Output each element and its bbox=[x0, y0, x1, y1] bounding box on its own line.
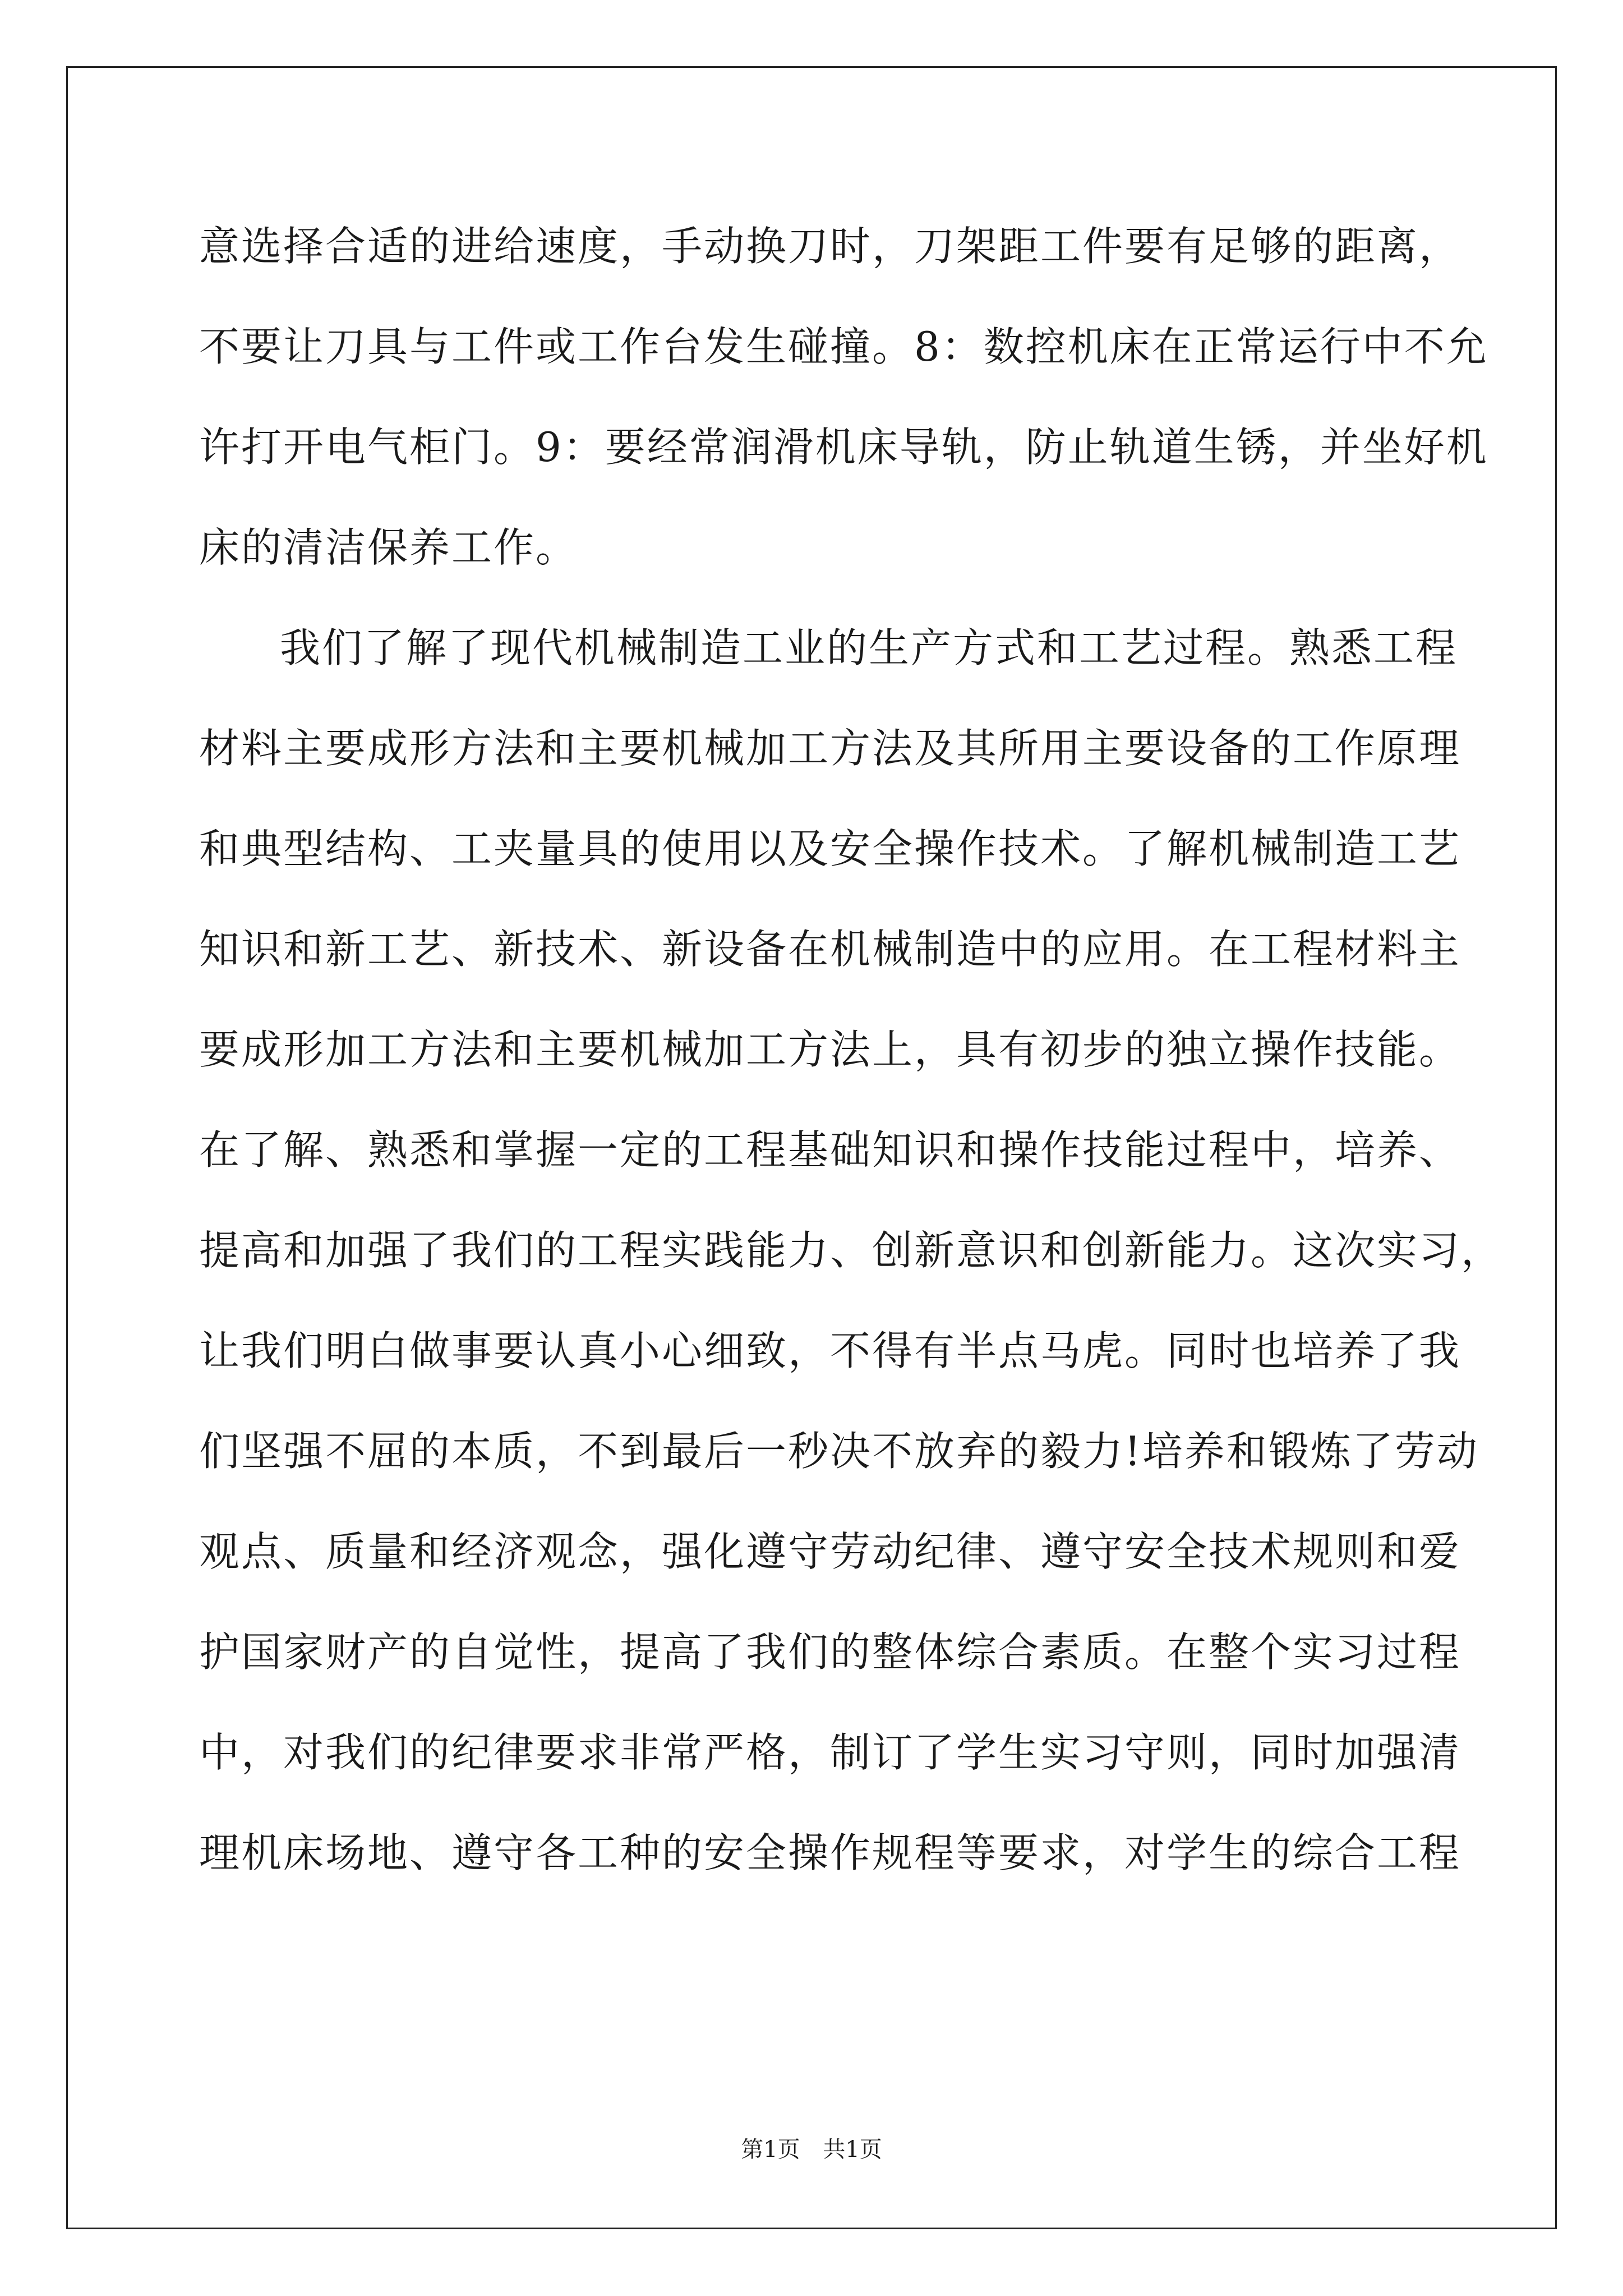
text-line: 提高和加强了我们的工程实践能力、创新意识和创新能力。这次实习， bbox=[199, 1227, 1504, 1274]
text-line: 和典型结构、工夹量具的使用以及安全操作技术。了解机械制造工艺 bbox=[199, 825, 1461, 872]
text-line: 床的清洁保养工作。 bbox=[199, 524, 578, 571]
text-line: 们坚强不屈的本质，不到最后一秒决不放弃的毅力!培养和锻炼了劳动 bbox=[199, 1428, 1479, 1475]
text-line: 我们了解了现代机械制造工业的生产方式和工艺过程。熟悉工程 bbox=[280, 624, 1458, 671]
paragraph-1 bbox=[199, 196, 1488, 598]
text-line: 护国家财产的自觉性，提高了我们的整体综合素质。在整个实习过程 bbox=[199, 1628, 1461, 1676]
text-line: 材料主要成形方法和主要机械加工方法及其所用主要设备的工作原理 bbox=[199, 725, 1461, 772]
text-line: 中，对我们的纪律要求非常严格，制订了学生实习守则，同时加强清 bbox=[199, 1729, 1461, 1776]
text-line: 让我们明白做事要认真小心细致，不得有半点马虎。同时也培养了我 bbox=[199, 1327, 1461, 1374]
text-line: 许打开电气柜门。9：要经常润滑机床导轨，防止轨道生锈，并坐好机 bbox=[199, 424, 1488, 471]
text-line: 意选择合适的进给速度，手动换刀时，刀架距工件要有足够的距离， bbox=[199, 223, 1461, 270]
text-line: 知识和新工艺、新技术、新设备在机械制造中的应用。在工程材料主 bbox=[199, 926, 1461, 973]
current-page-number: 第1页 bbox=[741, 2137, 800, 2162]
text-line: 观点、质量和经济观念，强化遵守劳动纪律、遵守安全技术规则和爱 bbox=[199, 1528, 1461, 1575]
page-footer bbox=[0, 2132, 1623, 2164]
text-line: 不要让刀具与工件或工作台发生碰撞。8：数控机床在正常运行中不允 bbox=[199, 323, 1488, 370]
paragraph-2 bbox=[199, 598, 1504, 1903]
total-pages: 共1页 bbox=[823, 2137, 882, 2162]
text-line: 要成形加工方法和主要机械加工方法上，具有初步的独立操作技能。 bbox=[199, 1026, 1461, 1073]
text-line: 在了解、熟悉和掌握一定的工程基础知识和操作技能过程中，培养、 bbox=[199, 1126, 1461, 1174]
text-line: 理机床场地、遵守各工种的安全操作规程等要求，对学生的综合工程 bbox=[199, 1829, 1461, 1876]
document-body bbox=[199, 196, 1504, 1903]
